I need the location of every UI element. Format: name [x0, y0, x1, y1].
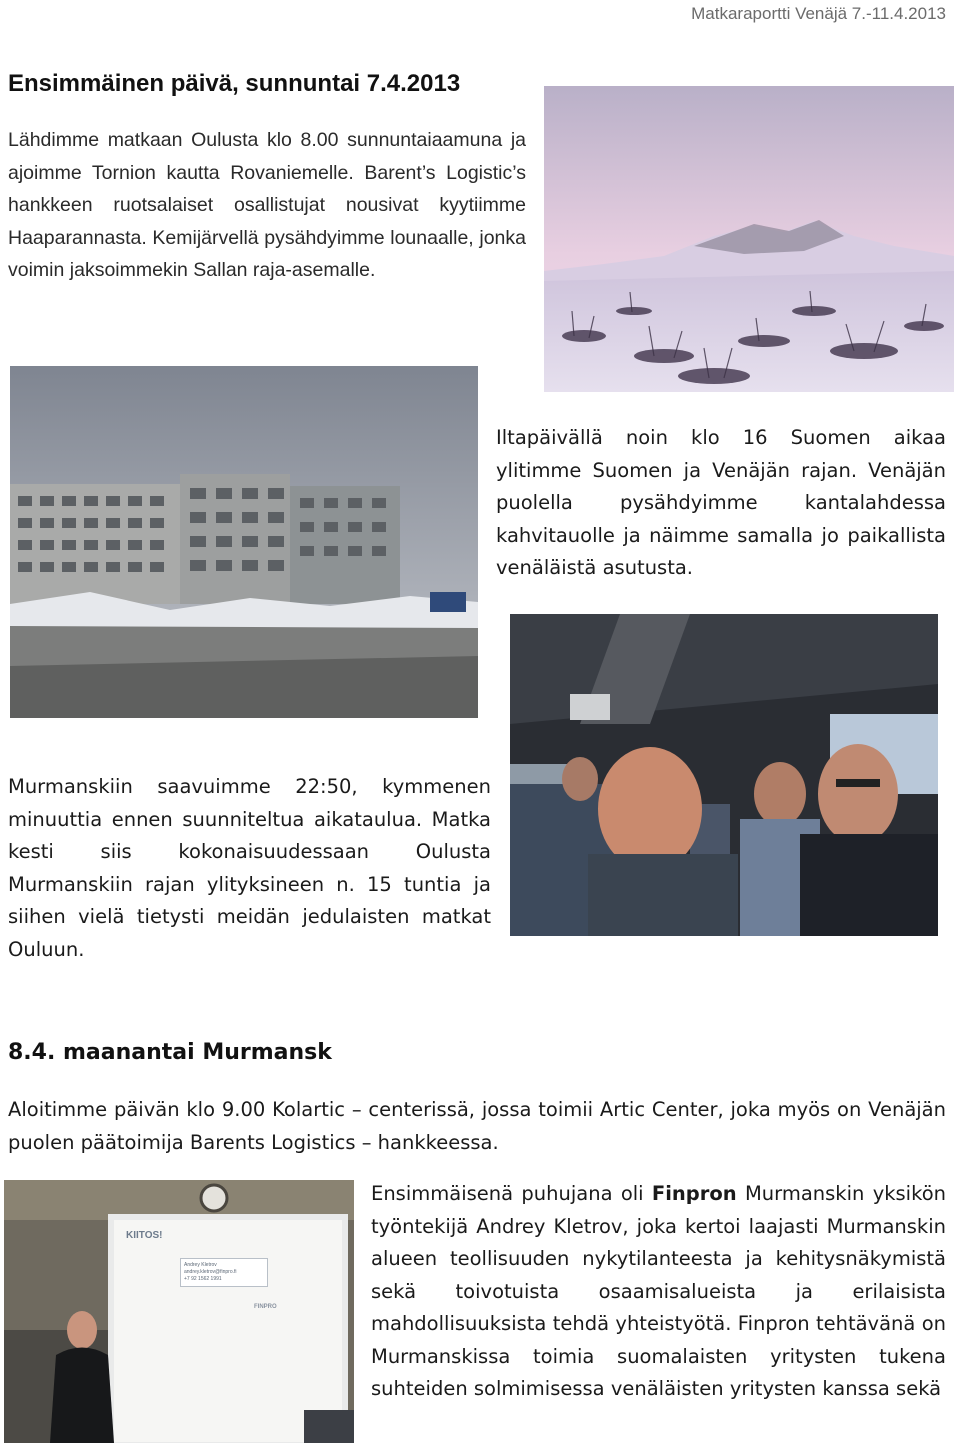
slide-thanks-text: KIITOS!	[126, 1230, 163, 1241]
photo-apartment-blocks	[10, 366, 478, 718]
slide-contact-card	[180, 1258, 268, 1287]
day2-paragraph-2	[371, 1178, 946, 1406]
finpro-bold-name: Finpron	[651, 1182, 737, 1205]
day2-heading: 8.4. maanantai Murmansk	[8, 1040, 332, 1065]
slide-card-line-3: +7 92 1562 1991	[184, 1276, 222, 1282]
photo-snowy-fells	[544, 86, 954, 392]
slide-card-line-2: andrey.kletrov@finpro.fi	[184, 1269, 237, 1275]
para2-intro: Ensimmäisenä puhujana oli	[371, 1182, 652, 1205]
day1-paragraph-2: Iltapäivällä noin klo 16 Suomen aikaa ylitimme Suomen ja Venäjän rajan. Venäjän puolella pysähdyimme kantalahdessa kahvitauolle ja näimme samalla jo paikallista venäläistä asutusta.	[496, 426, 946, 579]
slide-logo-text: FINPRO	[254, 1304, 277, 1310]
running-header: Matkaraportti Venäjä 7.-11.4.2013	[691, 4, 946, 23]
day1-paragraph-1: Lähdimme matkaan Oulusta klo 8.00 sunnuntaiaamuna ja ajoimme Tornion kautta Rovaniemelle. Barent’s Logistic’s hankkeen ruotsalaiset osallistujat nousivat kyytiimme Haaparannasta. Kemijärvellä pysähdyimme lounaalle, jonka voimin jaksoimmekin Sallan raja-asemalle.	[8, 129, 526, 281]
para2-rest: Murmanskin yksikön työntekijä Andrey Kletrov, joka kertoi laajasti Murmanskin alueen teollisuuden nykytilanteesta ja kehitysnäkymistä sekä toivotuista osaamisalueista ja erilaisista mahdollisuuksista tehdä yhteistyötä. Finpron tehtävänä on Murmanskissa toimia suomalaisten yritysten tukena suhteiden solmimisessa venäläisten yritysten kanssa sekä	[371, 1182, 946, 1400]
photo-presentation	[4, 1180, 354, 1443]
slide-card-line-1: Andrey Kletrov	[184, 1262, 217, 1268]
day1-paragraph-3: Murmanskiin saavuimme 22:50, kymmenen minuuttia ennen suunniteltua aikataulua. Matka kesti siis kokonaisuudessaan Oulusta Murmanskiin rajan ylityksineen n. 15 tuntia ja siihen vielä tietysti meidän jedulaisten matkat Ouluun.	[8, 775, 491, 961]
day1-heading: Ensimmäinen päivä, sunnuntai 7.4.2013	[8, 70, 461, 97]
day2-paragraph-1: Aloitimme päivän klo 9.00 Kolartic – centerissä, jossa toimii Artic Center, joka myös on Venäjän puolen päätoimija Barents Logistics – hankkeessa.	[8, 1098, 946, 1154]
photo-bus-passengers	[510, 614, 938, 936]
